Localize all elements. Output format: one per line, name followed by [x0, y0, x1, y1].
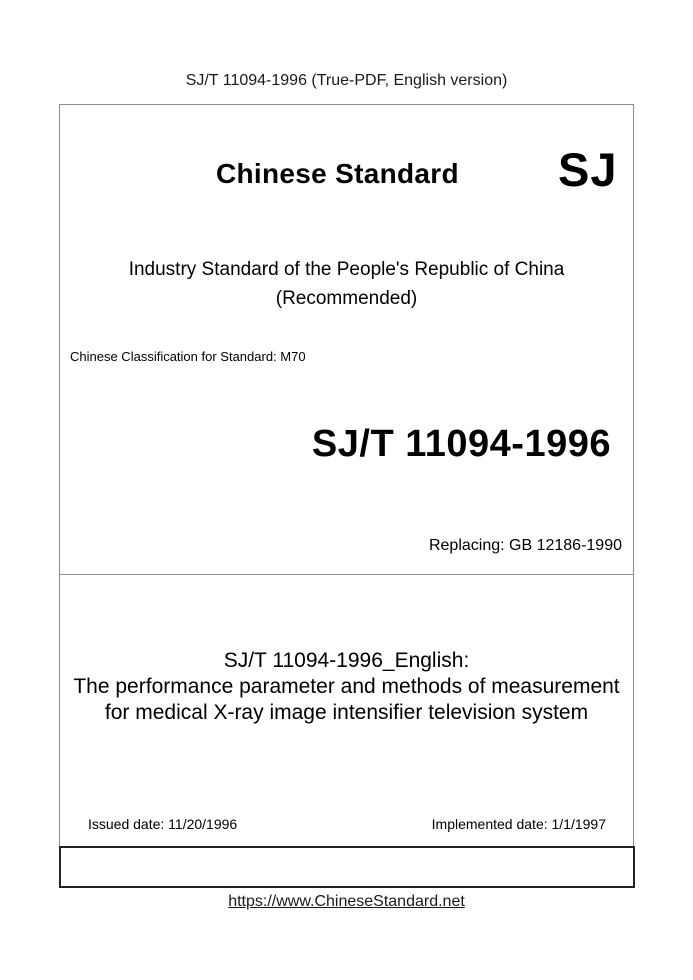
recommended-label: (Recommended)	[275, 288, 418, 309]
website-link[interactable]: https://www.ChineseStandard.net	[228, 893, 465, 910]
title-line-2: The performance parameter and methods of measurement	[73, 675, 620, 698]
title-line-1: SJ/T 11094-1996_English:	[223, 649, 470, 672]
category-title: Chinese Standard	[216, 158, 459, 189]
standard-number: SJ/T 11094-1996	[311, 423, 611, 465]
issued-date: Issued date: 11/20/1996	[88, 816, 238, 832]
title-line-3: for medical X-ray image intensifier television system	[104, 701, 589, 724]
replacing-text: Replacing: GB 12186-1990	[428, 537, 622, 554]
classification-text: Chinese Classification for Standard: M70	[70, 349, 306, 364]
implemented-date: Implemented date: 1/1/1997	[431, 816, 606, 832]
cover-bottom-panel	[59, 846, 635, 888]
category-mark: SJ	[558, 143, 618, 196]
document-title	[59, 648, 634, 726]
industry-standard-line: Industry Standard of the People's Republic of China	[128, 259, 565, 280]
running-header: SJ/T 11094-1996 (True-PDF, English version)	[185, 72, 508, 89]
